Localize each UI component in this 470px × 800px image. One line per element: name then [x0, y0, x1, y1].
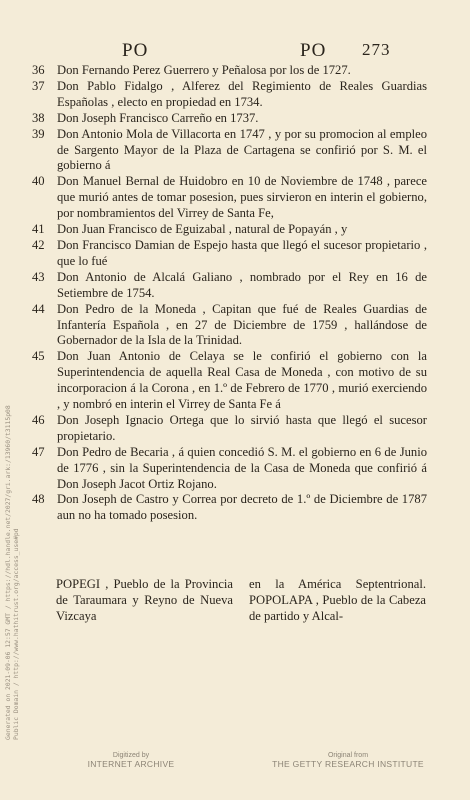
entry-text: Don Pablo Fidalgo , Alferez del Regimiento de Reales Guardias Españolas , electo en propiedad en 1734.	[57, 78, 427, 109]
list-item	[32, 78, 427, 111]
list-item	[32, 126, 427, 175]
entry-number: 39	[32, 126, 45, 141]
list-item	[32, 269, 427, 302]
entry-text: Don Joseph de Castro y Correa por decreto de 1.º de Diciembre de 1787 aun no ha tomado posesion.	[57, 492, 427, 523]
entry-number: 42	[32, 237, 45, 252]
watermark-line-1: Generated on 2021-09-06 12:57 GMT / https://hdl.handle.net/2027/gri.ark:/13960/t3115p08	[4, 405, 12, 740]
list-item	[32, 412, 427, 445]
header-left-title: PO	[122, 40, 149, 61]
entry-text: Don Juan Antonio de Celaya se le confirió el gobierno con la Superintendencia de aquella Real Casa de Moneda , con motivo de su incorporacion á la Corona , en 1.º de Febrero de 1770 , murió exerciendo , y nombró en interin el Virrey de Santa Fe á	[57, 349, 427, 412]
entry-text: Don Joseph Ignacio Ortega que lo sirvió hasta que llegó el sucesor propietario.	[57, 412, 427, 443]
column-left-text: POPEGI , Pueblo de la Provincia de Taraumara y Reyno de Nueva Vizcaya	[56, 577, 233, 623]
entry-number: 38	[32, 110, 45, 125]
list-item	[32, 444, 427, 493]
entry-number: 46	[32, 412, 45, 427]
entry-number: 36	[32, 63, 45, 77]
header-right-title: PO	[300, 40, 327, 61]
page-number: 273	[362, 40, 391, 59]
list-item	[32, 237, 427, 270]
footer-right-big: THE GETTY RESEARCH INSTITUTE	[272, 759, 424, 769]
entry-number: 48	[32, 492, 45, 507]
entry-text: Don Fernando Perez Guerrero y Peñalosa por los de 1727.	[57, 63, 351, 77]
list-item	[32, 222, 427, 238]
footer-left-big: INTERNET ARCHIVE	[87, 759, 175, 769]
governor-list	[32, 63, 427, 524]
footer-left-small: Digitized by	[112, 752, 150, 759]
entry-number: 37	[32, 78, 45, 93]
watermark-line-2: Public Domain / http://www.hathitrust.org/access_use#pd	[12, 528, 20, 740]
entry-number: 40	[32, 174, 45, 189]
list-item	[32, 174, 427, 222]
list-item	[32, 349, 427, 413]
entry-text: Don Pedro de Becaria , á quien concedió S. M. el gobierno en 6 de Junio de 1776 , sin la Superintendencia de la Casa de Moneda que confirió á Don Joseph Jacot Ortiz Rojano.	[57, 444, 427, 491]
entry-text: Don Antonio de Alcalá Galiano , nombrado por el Rey en 16 de Setiembre de 1754.	[57, 269, 427, 300]
list-item	[32, 492, 427, 524]
entry-number: 44	[32, 301, 45, 316]
entry-number: 41	[32, 222, 45, 237]
footer-right-small: Original from	[327, 752, 369, 759]
list-item	[32, 301, 427, 350]
entry-number: 47	[32, 444, 45, 459]
entry-text: Don Francisco Damian de Espejo hasta que llegó el sucesor propietario , que lo fué	[57, 237, 427, 268]
entry-text: Don Pedro de la Moneda , Capitan que fué de Reales Guardias de Infantería Española , en 27 de Diciembre de 1759 , hallándose de Gobernador de la Isla de la Trinidad.	[57, 301, 427, 348]
list-item	[32, 110, 427, 127]
running-header	[0, 40, 470, 64]
footer-right-credit	[268, 752, 428, 769]
entry-text: Don Manuel Bernal de Huidobro en 10 de Noviembre de 1748 , parece que murió antes de tomar posesion, pues sirvieron en interin el gobierno, por nombramientos del Virrey de Santa Fe,	[57, 174, 427, 221]
list-item	[32, 63, 427, 79]
entry-text: Don Joseph Francisco Carreño en 1737.	[57, 110, 259, 125]
footer-left-credit	[76, 752, 186, 769]
entry-text: Don Juan Francisco de Eguizabal , natural de Popayán , y	[57, 222, 348, 237]
column-right-text: en la América Septentrional. POPOLAPA , Pueblo de la Cabeza de partido y Alcal-	[249, 577, 426, 623]
entry-text: Don Antonio Mola de Villacorta en 1747 , y por su promocion al empleo de Sargento Mayor de la Plaza de Cartagena se confirió por S. M. el gobierno á	[57, 126, 427, 173]
side-watermark	[4, 270, 20, 740]
entry-number: 43	[32, 269, 45, 284]
entry-number: 45	[32, 349, 45, 364]
